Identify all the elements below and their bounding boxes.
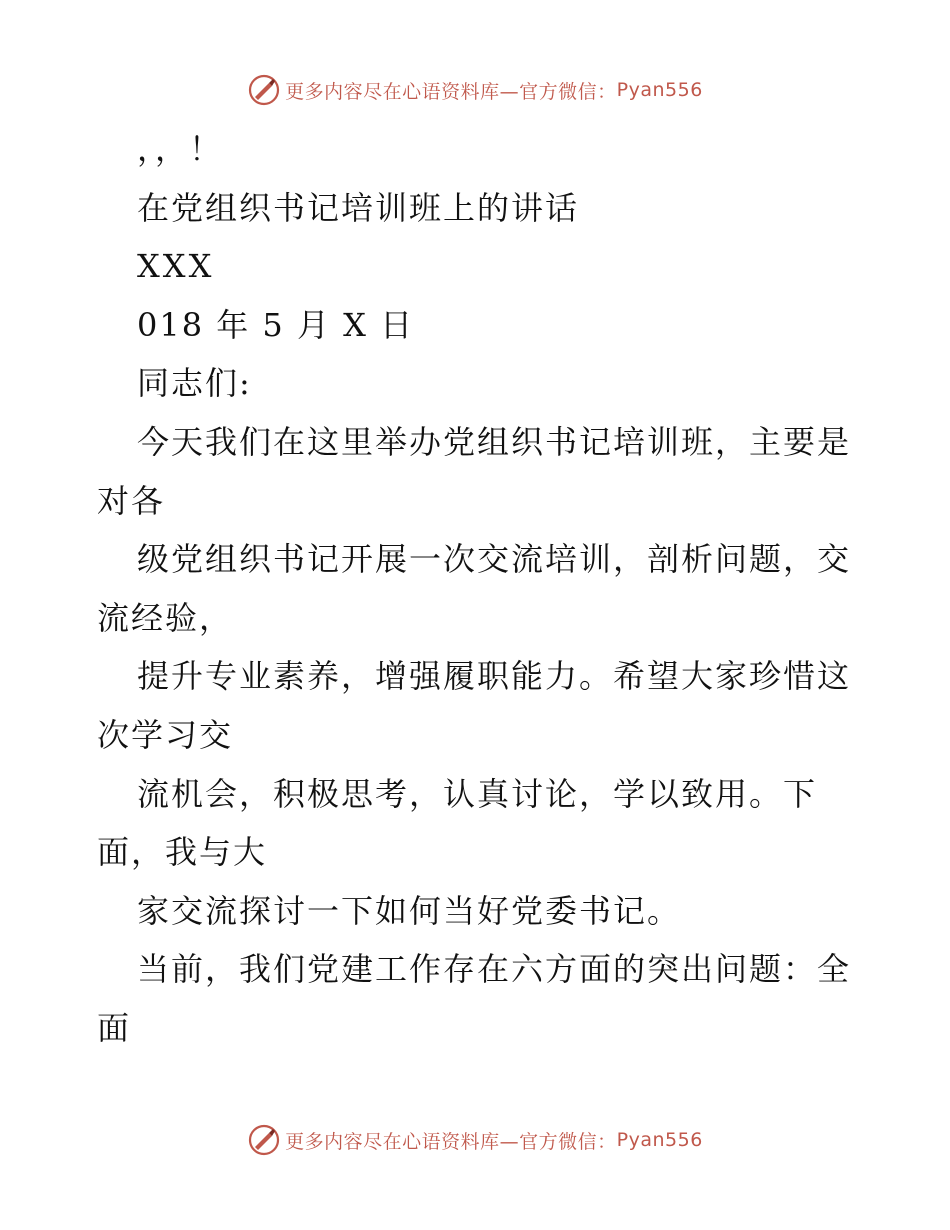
doc-date: 018 年 5 月 X 日 [137, 305, 415, 344]
doc-line: 今天我们在这里举办党组织书记培训班，主要是 [137, 422, 852, 461]
header-banner [0, 70, 950, 110]
doc-line: 面 [97, 1008, 132, 1047]
doc-line: 当前，我们党建工作存在六方面的突出问题：全 [137, 950, 852, 989]
doc-line: 对各 [97, 481, 166, 520]
doc-line: 级党组织书记开展一次交流培训，剖析问题，交 [137, 540, 852, 579]
doc-title: 在党组织书记培训班上的讲话 [137, 188, 580, 227]
pen-logo-icon [247, 73, 281, 107]
doc-author: XXX [137, 247, 215, 286]
doc-line: 面，我与大 [97, 833, 268, 872]
footer-wechat-id: Pyan556 [616, 1129, 703, 1151]
header-wechat-id: Pyan556 [616, 79, 703, 101]
footer-banner-text: 更多内容尽在心语资料库—官方微信： [285, 1130, 617, 1153]
doc-line: 次学习交 [97, 715, 234, 754]
header-banner-text: 更多内容尽在心语资料库—官方微信： [285, 80, 617, 103]
document-body [97, 120, 857, 1058]
doc-line: 流机会，积极思考，认真讨论，学以致用。下 [137, 774, 818, 813]
doc-salutation: 同志们: [137, 364, 252, 403]
footer-banner [0, 1120, 950, 1160]
doc-line: 流经验， [97, 598, 234, 637]
pen-logo-icon [247, 1123, 281, 1157]
doc-line: ，，！ [137, 130, 224, 168]
doc-line: 提升专业素养，增强履职能力。希望大家珍惜这 [137, 657, 852, 696]
doc-line: 家交流探讨一下如何当好党委书记。 [137, 891, 682, 930]
